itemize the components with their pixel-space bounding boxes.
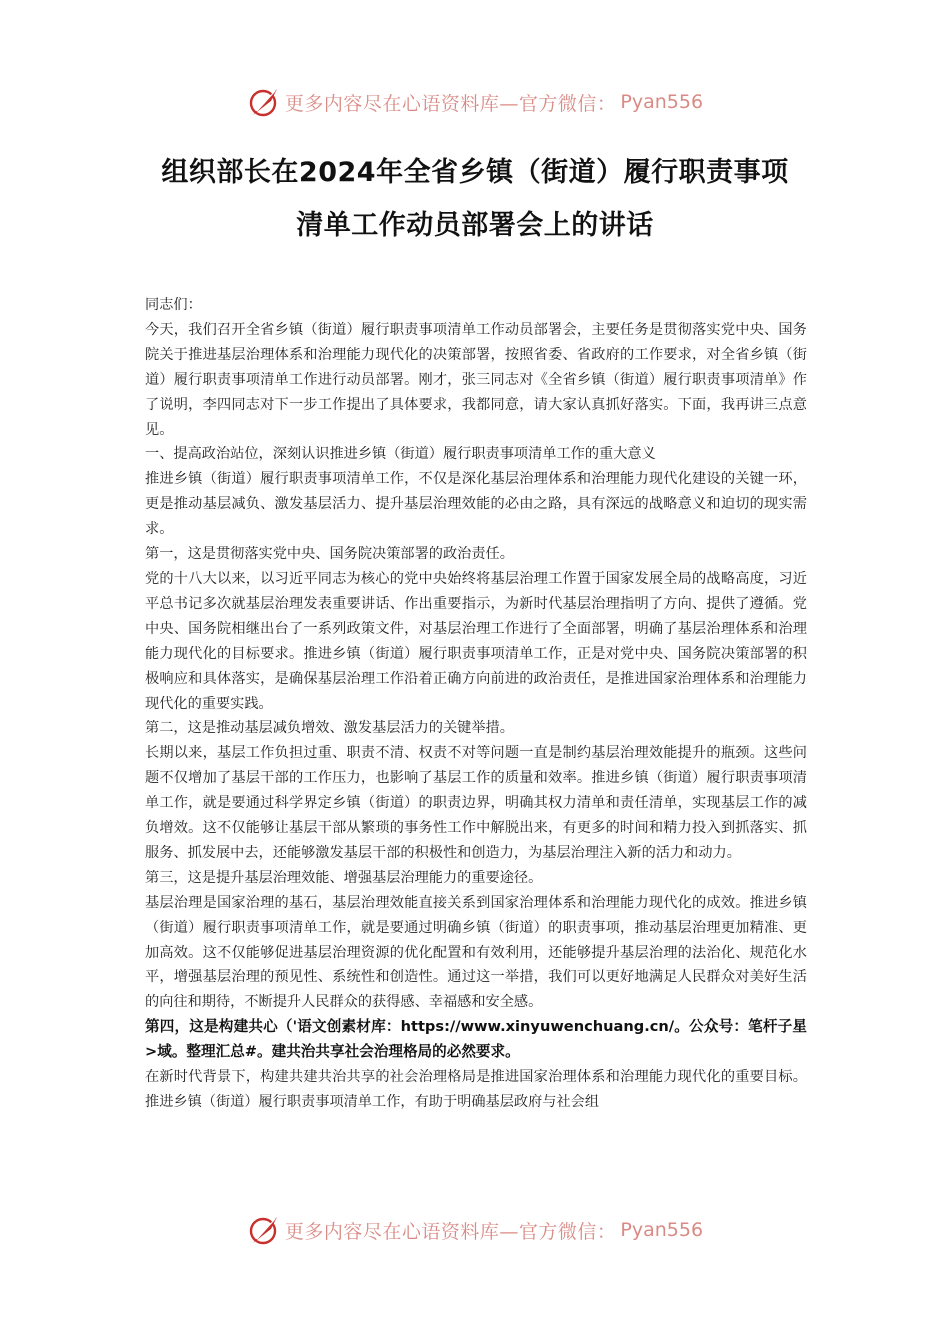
document-body bbox=[145, 293, 807, 1115]
point-heading: 第一，这是贯彻落实党中央、国务院决策部署的政治责任。 bbox=[145, 546, 514, 563]
paragraph: 推进乡镇（街道）履行职责事项清单工作，不仅是深化基层治理体系和治理能力现代化建设的关键一环，更是推动基层减负、激发基层活力、提升基层治理效能的必由之路，具有深远的战略意义和迫切的现实需求。 bbox=[145, 471, 807, 538]
banner-text: 更多内容尽在心语资料库—官方微信： bbox=[284, 1220, 617, 1243]
salutation: 同志们： bbox=[145, 297, 202, 313]
point-heading: 第三，这是提升基层治理效能、增强基层治理能力的重要途径。 bbox=[145, 869, 543, 886]
footer-banner bbox=[0, 1210, 950, 1250]
header-banner bbox=[0, 82, 950, 122]
document-title-line1: 组织部长在2024年全省乡镇（街道）履行职责事项 bbox=[161, 157, 789, 188]
paragraph: 长期以来，基层工作负担过重、职责不清、权责不对等问题一直是制约基层治理效能提升的瓶颈。这些问题不仅增加了基层干部的工作压力，也影响了基层工作的质量和效率。推进乡镇（街道）履行职责事项清单工作，就是要通过科学界定乡镇（街道）的职责边界，明确其权力清单和责任清单，实现基层工作的减负增效。这不仅能够让基层干部从繁琐的事务性工作中解脱出来，有更多的时间和精力投入到抓落实、抓服务、抓发展中去，还能够激发基层干部的积极性和创造力，为基层治理注入新的活力和动力。 bbox=[145, 745, 807, 861]
point-heading-bold: 第四，这是构建共心（'语文创素材库：https://www.xinyuwenchuang.cn/。公众号：笔杆子星>域。整理汇总#。建共治共享社会治理格局的必然要求。 bbox=[145, 1018, 807, 1061]
paragraph: 党的十八大以来，以习近平同志为核心的党中央始终将基层治理工作置于国家发展全局的战略高度，习近平总书记多次就基层治理发表重要讲话、作出重要指示，为新时代基层治理指明了方向、提供了遵循。党中央、国务院相继出台了一系列政策文件，对基层治理工作进行了全面部署，明确了基层治理体系和治理能力现代化的目标要求。推进乡镇（街道）履行职责事项清单工作，正是对党中央、国务院决策部署的积极响应和具体落实，是确保基层治理工作沿着正确方向前进的政治责任，是推进国家治理体系和治理能力现代化的重要实践。 bbox=[145, 570, 807, 712]
banner-wechat-id: Pyan556 bbox=[620, 91, 704, 113]
quill-logo-icon bbox=[247, 1213, 281, 1247]
paragraph: 今天，我们召开全省乡镇（街道）履行职责事项清单工作动员部署会，主要任务是贯彻落实党中央、国务院关于推进基层治理体系和治理能力现代化的决策部署，按照省委、省政府的工作要求，对全省乡镇（街道）履行职责事项清单工作进行动员部署。刚才，张三同志对《全省乡镇（街道）履行职责事项清单》作了说明，李四同志对下一步工作提出了具体要求，我都同意，请大家认真抓好落实。下面，我再讲三点意见。 bbox=[145, 321, 807, 438]
point-heading: 第二，这是推动基层减负增效、激发基层活力的关键举措。 bbox=[145, 720, 514, 737]
section-heading: 一、提高政治站位，深刻认识推进乡镇（街道）履行职责事项清单工作的重大意义 bbox=[145, 446, 656, 463]
banner-wechat-id: Pyan556 bbox=[620, 1219, 704, 1241]
banner-text: 更多内容尽在心语资料库—官方微信： bbox=[284, 92, 617, 115]
quill-logo-icon bbox=[247, 85, 281, 119]
paragraph: 基层治理是国家治理的基石，基层治理效能直接关系到国家治理体系和治理能力现代化的成效。推进乡镇（街道）履行职责事项清单工作，就是要通过明确乡镇（街道）的职责事项，推动基层治理更加精准、更加高效。这不仅能够促进基层治理资源的优化配置和有效利用，还能够提升基层治理的法治化、规范化水平，增强基层治理的预见性、系统性和创造性。通过这一举措，我们可以更好地满足人民群众对美好生活的向往和期待，不断提升人民群众的获得感、幸福感和安全感。 bbox=[145, 894, 807, 1011]
document-title-line2: 清单工作动员部署会上的讲话 bbox=[296, 210, 654, 241]
paragraph: 在新时代背景下，构建共建共治共享的社会治理格局是推进国家治理体系和治理能力现代化的重要目标。推进乡镇（街道）履行职责事项清单工作，有助于明确基层政府与社会组 bbox=[145, 1069, 807, 1110]
